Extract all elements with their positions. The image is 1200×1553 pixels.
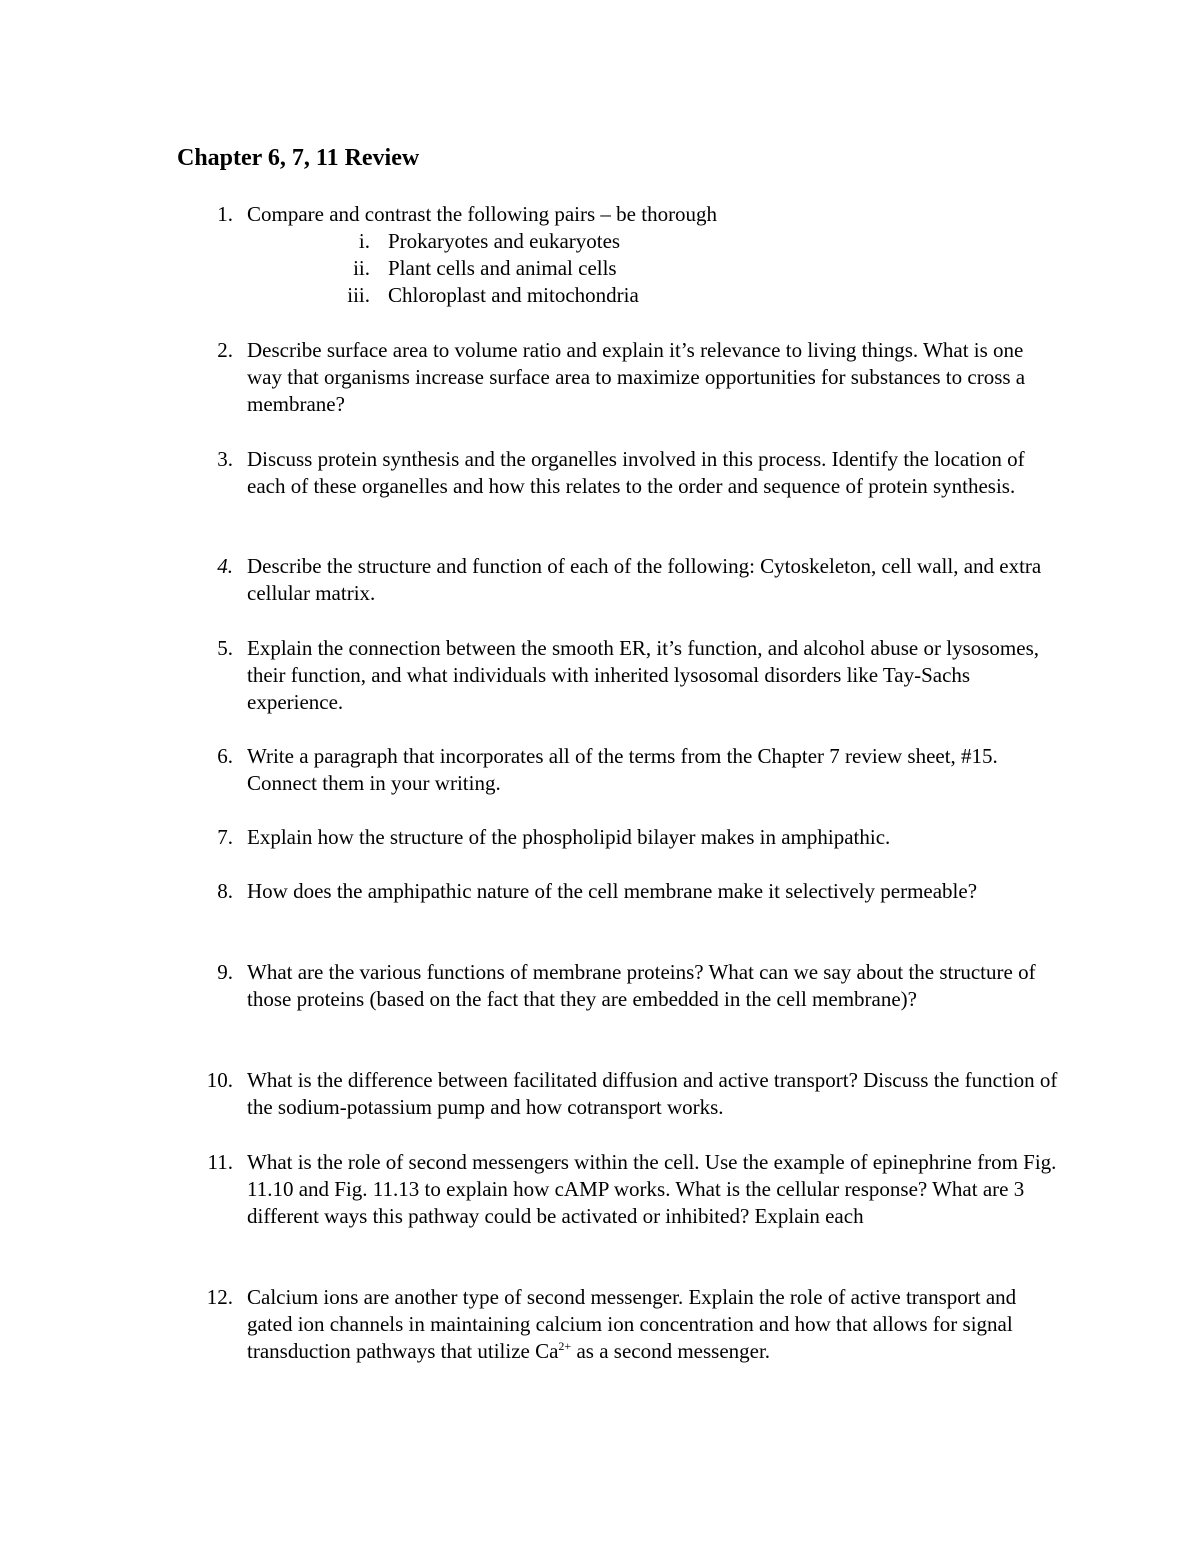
- sub-item-text: Plant cells and animal cells: [388, 256, 617, 280]
- question-text: Compare and contrast the following pairs – be thorough: [247, 202, 718, 226]
- question-text: Explain how the structure of the phospholipid bilayer makes in amphipathic.: [247, 825, 891, 849]
- question-number: 10.: [206, 1068, 233, 1092]
- question-3: [200, 446, 1060, 500]
- question-text: What are the various functions of membrane proteins? What can we say about the structure of those proteins (based on the fact that they are embedded in the cell membrane)?: [247, 960, 1036, 1011]
- question-8: [200, 878, 1060, 905]
- question-text-part: as a second messenger.: [571, 1339, 771, 1363]
- question-7: [200, 824, 1060, 851]
- question-number: 5.: [217, 636, 233, 660]
- sub-item-numeral: i.: [358, 229, 370, 253]
- question-text-part: Calcium ions are another type of second messenger. Explain the role of active transport and gated ion channels in maintaining calcium ion concentration and how that allows for signal transduction pathways that utilize Ca: [247, 1285, 1017, 1363]
- question-10: [200, 1067, 1060, 1121]
- sub-item: [200, 228, 1060, 255]
- question-5: [200, 635, 1060, 716]
- question-number: 9.: [217, 960, 233, 984]
- question-text: What is the difference between facilitated diffusion and active transport? Discuss the function of the sodium-potassium pump and how cotransport works.: [247, 1068, 1058, 1119]
- question-4: [200, 553, 1060, 607]
- question-9: [200, 959, 1060, 1013]
- sub-item: [200, 282, 1060, 309]
- question-1: [200, 201, 1060, 309]
- question-number: 11.: [207, 1150, 233, 1174]
- question-text: Describe surface area to volume ratio and explain it’s relevance to living things. What is one way that organisms increase surface area to maximize opportunities for substances to cross a membrane?: [247, 338, 1026, 416]
- question-number: 3.: [217, 447, 233, 471]
- question-text: Discuss protein synthesis and the organelles involved in this process. Identify the location of each of these organelles and how this relates to the order and sequence of protein synthesis.: [247, 447, 1025, 498]
- sub-item-numeral: ii.: [353, 256, 370, 280]
- question-text: What is the role of second messengers within the cell. Use the example of epinephrine from Fig. 11.10 and Fig. 11.13 to explain how cAMP works. What is the cellular response? What are 3 different ways this pathway could be activated or inhibited? Explain each: [247, 1150, 1057, 1228]
- question-number: 12.: [206, 1285, 233, 1309]
- question-text: Write a paragraph that incorporates all of the terms from the Chapter 7 review sheet, #15. Connect them in your writing.: [247, 744, 998, 795]
- question-text: How does the amphipathic nature of the cell membrane make it selectively permeable?: [247, 879, 978, 903]
- superscript-charge: 2+: [558, 1339, 572, 1353]
- question-2: [200, 337, 1060, 418]
- question-12: [200, 1284, 1060, 1365]
- sub-item: [200, 255, 1060, 282]
- question-number: 6.: [217, 744, 233, 768]
- question-6: [200, 743, 1060, 797]
- question-number: 4.: [217, 554, 233, 578]
- question-number: 7.: [217, 825, 233, 849]
- question-text: Describe the structure and function of each of the following: Cytoskeleton, cell wall, and extra cellular matrix.: [247, 554, 1042, 605]
- question-number: 8.: [217, 879, 233, 903]
- question-number: 1.: [217, 202, 233, 226]
- question-text: Explain the connection between the smooth ER, it’s function, and alcohol abuse or lysosomes, their function, and what individuals with inherited lysosomal disorders like Tay-Sachs experience.: [247, 636, 1040, 714]
- question-number: 2.: [217, 338, 233, 362]
- sub-item-numeral: iii.: [347, 283, 370, 307]
- sub-item-text: Chloroplast and mitochondria: [388, 283, 639, 307]
- question-text: [247, 1284, 1060, 1365]
- sub-item-text: Prokaryotes and eukaryotes: [388, 229, 621, 253]
- question-11: [200, 1149, 1060, 1230]
- page-title: Chapter 6, 7, 11 Review: [177, 145, 420, 171]
